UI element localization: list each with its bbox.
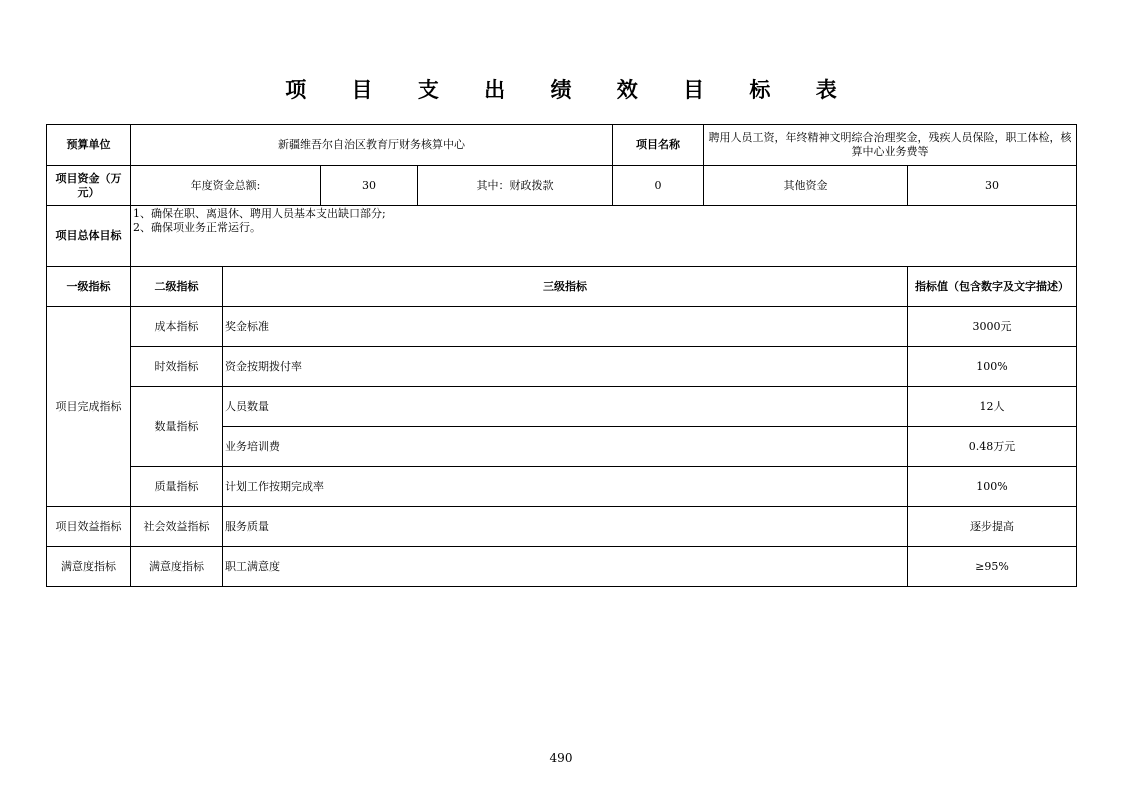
header-level1: 一级指标 (47, 267, 131, 307)
quality-indicator-value: 100% (908, 467, 1077, 507)
goal-row (47, 206, 1077, 267)
satisfaction-sub-label: 满意度指标 (131, 547, 223, 587)
budget-unit-value: 新疆维吾尔自治区教育厅财务核算中心 (131, 125, 613, 166)
quality-indicator-label: 质量指标 (131, 467, 223, 507)
page-title: 项 目 支 出 绩 效 目 标 表 (285, 78, 856, 102)
social-indicator-item: 服务质量 (223, 507, 908, 547)
goal-line: 1、确保在职、离退休、聘用人员基本支出缺口部分; (133, 207, 386, 220)
other-funds-label: 其他资金 (704, 166, 908, 206)
project-name-label: 项目名称 (613, 125, 704, 166)
table-row (47, 507, 1077, 547)
budget-unit-label: 预算单位 (47, 125, 131, 166)
time-indicator-value: 100% (908, 347, 1077, 387)
quantity-indicator-value: 0.48万元 (908, 427, 1077, 467)
quality-indicator-item: 计划工作按期完成率 (223, 467, 908, 507)
funds-label: 项目资金（万元） (47, 166, 131, 206)
budget-unit-row (47, 125, 1077, 166)
satisfaction-indicator-label: 满意度指标 (47, 547, 131, 587)
table-row (47, 467, 1077, 507)
annual-total-value: 30 (321, 166, 418, 206)
quantity-indicator-label: 数量指标 (131, 387, 223, 467)
funds-row (47, 166, 1077, 206)
goal-label: 项目总体目标 (47, 206, 131, 267)
goal-line: 2、确保项业务正常运行。 (133, 221, 261, 234)
cost-indicator-label: 成本指标 (131, 307, 223, 347)
satisfaction-indicator-item: 职工满意度 (223, 547, 908, 587)
time-indicator-item: 资金按期拨付率 (223, 347, 908, 387)
page-number: 490 (549, 751, 573, 765)
other-funds-value: 30 (908, 166, 1077, 206)
cost-indicator-value: 3000元 (908, 307, 1077, 347)
header-value: 指标值（包含数字及文字描述） (908, 267, 1077, 307)
cost-indicator-item: 奖金标准 (223, 307, 908, 347)
annual-total-label: 年度资金总额: (131, 166, 321, 206)
project-name-value: 聘用人员工资，年终精神文明综合治理奖金，残疾人员保险，职工体检，核算中心业务费等 (704, 125, 1077, 166)
header-row (47, 267, 1077, 307)
table-row (47, 307, 1077, 347)
performance-target-table (46, 124, 1077, 587)
quantity-indicator-value: 12人 (908, 387, 1077, 427)
satisfaction-indicator-value: ≥95% (908, 547, 1077, 587)
quantity-indicator-item: 业务培训费 (223, 427, 908, 467)
fiscal-value: 0 (613, 166, 704, 206)
benefit-indicator-label: 项目效益指标 (47, 507, 131, 547)
header-level3: 三级指标 (223, 267, 908, 307)
completion-indicator-label: 项目完成指标 (47, 307, 131, 507)
table-row (47, 387, 1077, 427)
header-level2: 二级指标 (131, 267, 223, 307)
goal-content (131, 206, 1077, 267)
time-indicator-label: 时效指标 (131, 347, 223, 387)
fiscal-label: 其中：财政拨款 (418, 166, 613, 206)
social-indicator-value: 逐步提高 (908, 507, 1077, 547)
social-indicator-label: 社会效益指标 (131, 507, 223, 547)
quantity-indicator-item: 人员数量 (223, 387, 908, 427)
table-row (47, 547, 1077, 587)
table-row (47, 347, 1077, 387)
